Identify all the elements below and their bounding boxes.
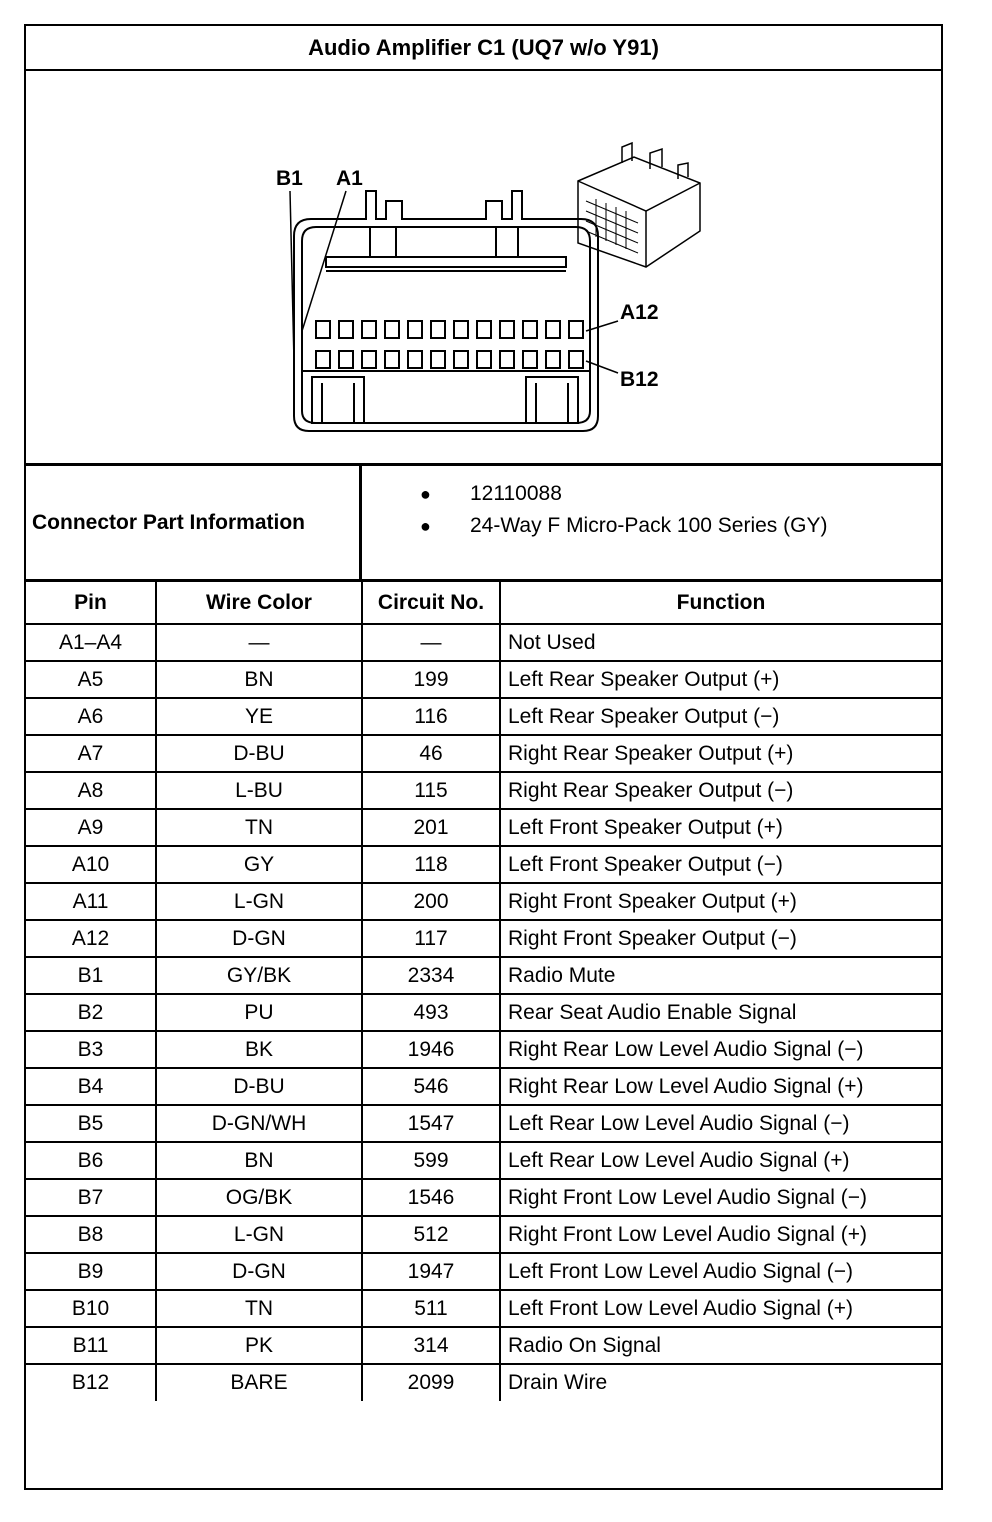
cell-circuit-no: 2099 <box>362 1364 500 1401</box>
cell-wire-color: GY/BK <box>156 957 362 994</box>
label-a1: A1 <box>336 167 363 190</box>
table-row <box>26 735 941 772</box>
cell-function: Left Rear Speaker Output (−) <box>500 698 941 735</box>
cell-pin: B5 <box>26 1105 156 1142</box>
cell-circuit-no: 546 <box>362 1068 500 1105</box>
label-a12: A12 <box>620 301 659 324</box>
cell-function: Left Front Speaker Output (−) <box>500 846 941 883</box>
cell-wire-color: PU <box>156 994 362 1031</box>
table-header-row <box>26 582 941 624</box>
connector-info-label: Connector Part Information <box>26 466 362 579</box>
cell-pin: B6 <box>26 1142 156 1179</box>
table-row <box>26 1290 941 1327</box>
cell-pin: B1 <box>26 957 156 994</box>
cell-function: Left Rear Low Level Audio Signal (+) <box>500 1142 941 1179</box>
table-row <box>26 698 941 735</box>
cell-function: Radio Mute <box>500 957 941 994</box>
cell-function: Right Rear Low Level Audio Signal (−) <box>500 1031 941 1068</box>
table-row <box>26 624 941 661</box>
cell-pin: B12 <box>26 1364 156 1401</box>
cell-wire-color: D-BU <box>156 735 362 772</box>
cell-pin: A10 <box>26 846 156 883</box>
cell-circuit-no: 314 <box>362 1327 500 1364</box>
cell-pin: A12 <box>26 920 156 957</box>
connector-face-drawing <box>26 71 941 463</box>
header-pin: Pin <box>26 582 156 624</box>
cell-wire-color: D-BU <box>156 1068 362 1105</box>
cell-circuit-no: 199 <box>362 661 500 698</box>
label-b12: B12 <box>620 368 659 391</box>
cell-wire-color: D-GN/WH <box>156 1105 362 1142</box>
cell-wire-color: TN <box>156 809 362 846</box>
header-wire-color: Wire Color <box>156 582 362 624</box>
table-row <box>26 1105 941 1142</box>
cell-pin: A9 <box>26 809 156 846</box>
cell-pin: A5 <box>26 661 156 698</box>
table-row <box>26 809 941 846</box>
cell-function: Right Rear Speaker Output (−) <box>500 772 941 809</box>
table-row <box>26 1327 941 1364</box>
cell-wire-color: BK <box>156 1031 362 1068</box>
cell-wire-color: BN <box>156 1142 362 1179</box>
cell-circuit-no: 46 <box>362 735 500 772</box>
cell-function: Left Front Speaker Output (+) <box>500 809 941 846</box>
cell-wire-color: D-GN <box>156 920 362 957</box>
table-row <box>26 1031 941 1068</box>
cell-circuit-no: 118 <box>362 846 500 883</box>
connector-document <box>24 24 943 1490</box>
connector-diagram <box>26 71 941 466</box>
table-row <box>26 1364 941 1401</box>
cell-wire-color: L-BU <box>156 772 362 809</box>
cell-wire-color: YE <box>156 698 362 735</box>
cell-circuit-no: 1547 <box>362 1105 500 1142</box>
cell-pin: B4 <box>26 1068 156 1105</box>
cell-circuit-no: 200 <box>362 883 500 920</box>
cell-pin: B8 <box>26 1216 156 1253</box>
cell-wire-color: OG/BK <box>156 1179 362 1216</box>
cell-pin: B3 <box>26 1031 156 1068</box>
cell-circuit-no: 2334 <box>362 957 500 994</box>
cell-function: Right Front Speaker Output (+) <box>500 883 941 920</box>
table-row <box>26 883 941 920</box>
table-row <box>26 1068 941 1105</box>
cell-circuit-no: 1546 <box>362 1179 500 1216</box>
cell-wire-color: L-GN <box>156 883 362 920</box>
table-row <box>26 994 941 1031</box>
label-b1: B1 <box>276 167 303 190</box>
cell-function: Left Front Low Level Audio Signal (+) <box>500 1290 941 1327</box>
table-row <box>26 1216 941 1253</box>
cell-pin: A6 <box>26 698 156 735</box>
table-row <box>26 1142 941 1179</box>
header-function: Function <box>500 582 941 624</box>
cell-circuit-no: 1947 <box>362 1253 500 1290</box>
cell-wire-color: D-GN <box>156 1253 362 1290</box>
cell-function: Rear Seat Audio Enable Signal <box>500 994 941 1031</box>
cell-function: Right Rear Speaker Output (+) <box>500 735 941 772</box>
cell-wire-color: BN <box>156 661 362 698</box>
cell-function: Drain Wire <box>500 1364 941 1401</box>
cell-pin: A11 <box>26 883 156 920</box>
cell-circuit-no: 201 <box>362 809 500 846</box>
pinout-table <box>26 582 941 1401</box>
table-row <box>26 772 941 809</box>
cell-wire-color: BARE <box>156 1364 362 1401</box>
cell-function: Left Rear Low Level Audio Signal (−) <box>500 1105 941 1142</box>
bullet-icon: ● <box>420 483 431 504</box>
header-circuit-no: Circuit No. <box>362 582 500 624</box>
cell-function: Right Front Speaker Output (−) <box>500 920 941 957</box>
cell-circuit-no: 599 <box>362 1142 500 1179</box>
bullet-icon: ● <box>420 515 431 536</box>
cell-circuit-no: — <box>362 624 500 661</box>
table-row <box>26 920 941 957</box>
cell-circuit-no: 512 <box>362 1216 500 1253</box>
table-row <box>26 1253 941 1290</box>
cell-pin: B10 <box>26 1290 156 1327</box>
document-title: Audio Amplifier C1 (UQ7 w/o Y91) <box>26 26 941 71</box>
cell-pin: B9 <box>26 1253 156 1290</box>
cell-pin: B7 <box>26 1179 156 1216</box>
table-row <box>26 846 941 883</box>
cell-function: Left Rear Speaker Output (+) <box>500 661 941 698</box>
connector-part-information <box>26 466 941 582</box>
pin-row-b <box>316 351 583 368</box>
cell-function: Left Front Low Level Audio Signal (−) <box>500 1253 941 1290</box>
cell-circuit-no: 117 <box>362 920 500 957</box>
cell-pin: B2 <box>26 994 156 1031</box>
connector-isometric-icon <box>578 143 700 267</box>
cell-pin: A8 <box>26 772 156 809</box>
cell-circuit-no: 115 <box>362 772 500 809</box>
connector-info-list: ● 12110088 ● 24-Way F Micro-Pack 100 Series (GY) <box>420 482 828 537</box>
cell-wire-color: L-GN <box>156 1216 362 1253</box>
cell-circuit-no: 511 <box>362 1290 500 1327</box>
cell-function: Not Used <box>500 624 941 661</box>
cell-circuit-no: 1946 <box>362 1031 500 1068</box>
cell-pin: A7 <box>26 735 156 772</box>
pin-row-a <box>316 321 583 338</box>
cell-wire-color: TN <box>156 1290 362 1327</box>
cell-function: Right Front Low Level Audio Signal (+) <box>500 1216 941 1253</box>
cell-wire-color: GY <box>156 846 362 883</box>
cell-circuit-no: 493 <box>362 994 500 1031</box>
cell-function: Right Front Low Level Audio Signal (−) <box>500 1179 941 1216</box>
table-row <box>26 957 941 994</box>
cell-function: Radio On Signal <box>500 1327 941 1364</box>
cell-wire-color: PK <box>156 1327 362 1364</box>
cell-wire-color: — <box>156 624 362 661</box>
cell-circuit-no: 116 <box>362 698 500 735</box>
table-row <box>26 661 941 698</box>
cell-function: Right Rear Low Level Audio Signal (+) <box>500 1068 941 1105</box>
table-row <box>26 1179 941 1216</box>
cell-pin: A1–A4 <box>26 624 156 661</box>
cell-pin: B11 <box>26 1327 156 1364</box>
